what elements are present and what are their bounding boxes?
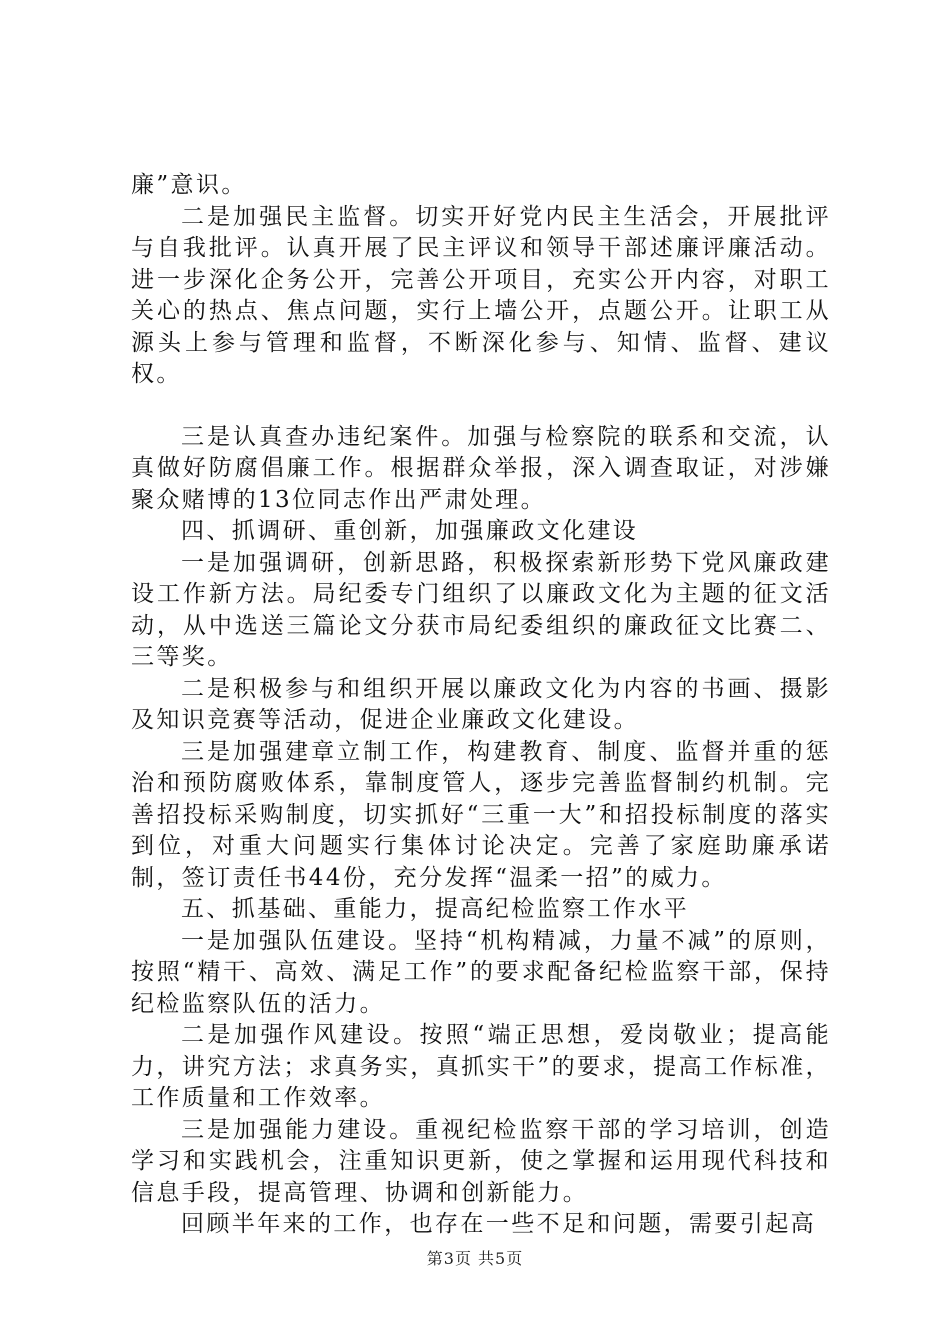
- paragraph-democratic-supervision: 二是加强民主监督。切实开好党内民主生活会，开展批评与自我批评。认真开展了民主评议和领导干部述廉评廉活动。进一步深化企务公开，完善公开项目，充实公开内容，对职工关心的热点、焦点问题，实行上墙公开，点题公开。让职工从源头上参与管理和监督，不断深化参与、知情、监督、建议权。: [131, 203, 831, 387]
- section-heading-five: 五、抓基础、重能力，提高纪检监察工作水平: [181, 896, 689, 922]
- paragraph-review: 回顾半年来的工作，也存在一些不足和问题，需要引起高: [181, 1211, 816, 1237]
- paragraph-capacity-building: 三是加强能力建设。重视纪检监察干部的学习培训，创造学习和实践机会，注重知识更新，使之掌握和运用现代科技和信息手段，提高管理、协调和创新能力。: [131, 1116, 831, 1206]
- section-heading-four: 四、抓调研、重创新，加强廉政文化建设: [181, 518, 639, 544]
- paragraph-research-innovation: 一是加强调研，创新思路，积极探索新形势下党风廉政建设工作新方法。局纪委专门组织了以廉政文化为主题的征文活动，从中选送三篇论文分获市局纪委组织的廉政征文比赛二、三等奖。: [131, 549, 831, 670]
- document-body: [131, 170, 831, 1241]
- paragraph-continuation: 廉”意识。: [131, 172, 247, 198]
- paragraph-rules-system: 三是加强建章立制工作，构建教育、制度、监督并重的惩治和预防腐败体系，靠制度管人，逐步完善监督制约机制。完善招投标采购制度，切实抓好“三重一大”和招投标制度的落实到位，对重大问题实行集体讨论决定。完善了家庭助廉承诺制，签订责任书44份，充分发挥“温柔一招”的威力。: [131, 738, 831, 891]
- page-number-footer: 第3页 共5页: [426, 1249, 524, 1268]
- paragraph-style-building: 二是加强作风建设。按照“端正思想，爱岗敬业；提高能力，讲究方法；求真务实，真抓实干”的要求，提高工作标准，工作质量和工作效率。: [131, 1022, 831, 1111]
- paragraph-culture-activities: 二是积极参与和组织开展以廉政文化为内容的书画、摄影及知识竞赛等活动，促进企业廉政文化建设。: [131, 675, 831, 733]
- paragraph-investigate-cases: 三是认真查办违纪案件。加强与检察院的联系和交流，认真做好防腐倡廉工作。根据群众举报，深入调查取证，对涉嫌聚众赌博的13位同志作出严肃处理。: [131, 423, 831, 513]
- paragraph-team-building: 一是加强队伍建设。坚持“机构精减，力量不减”的原则，按照“精干、高效、满足工作”的要求配备纪检监察干部，保持纪检监察队伍的活力。: [131, 927, 831, 1017]
